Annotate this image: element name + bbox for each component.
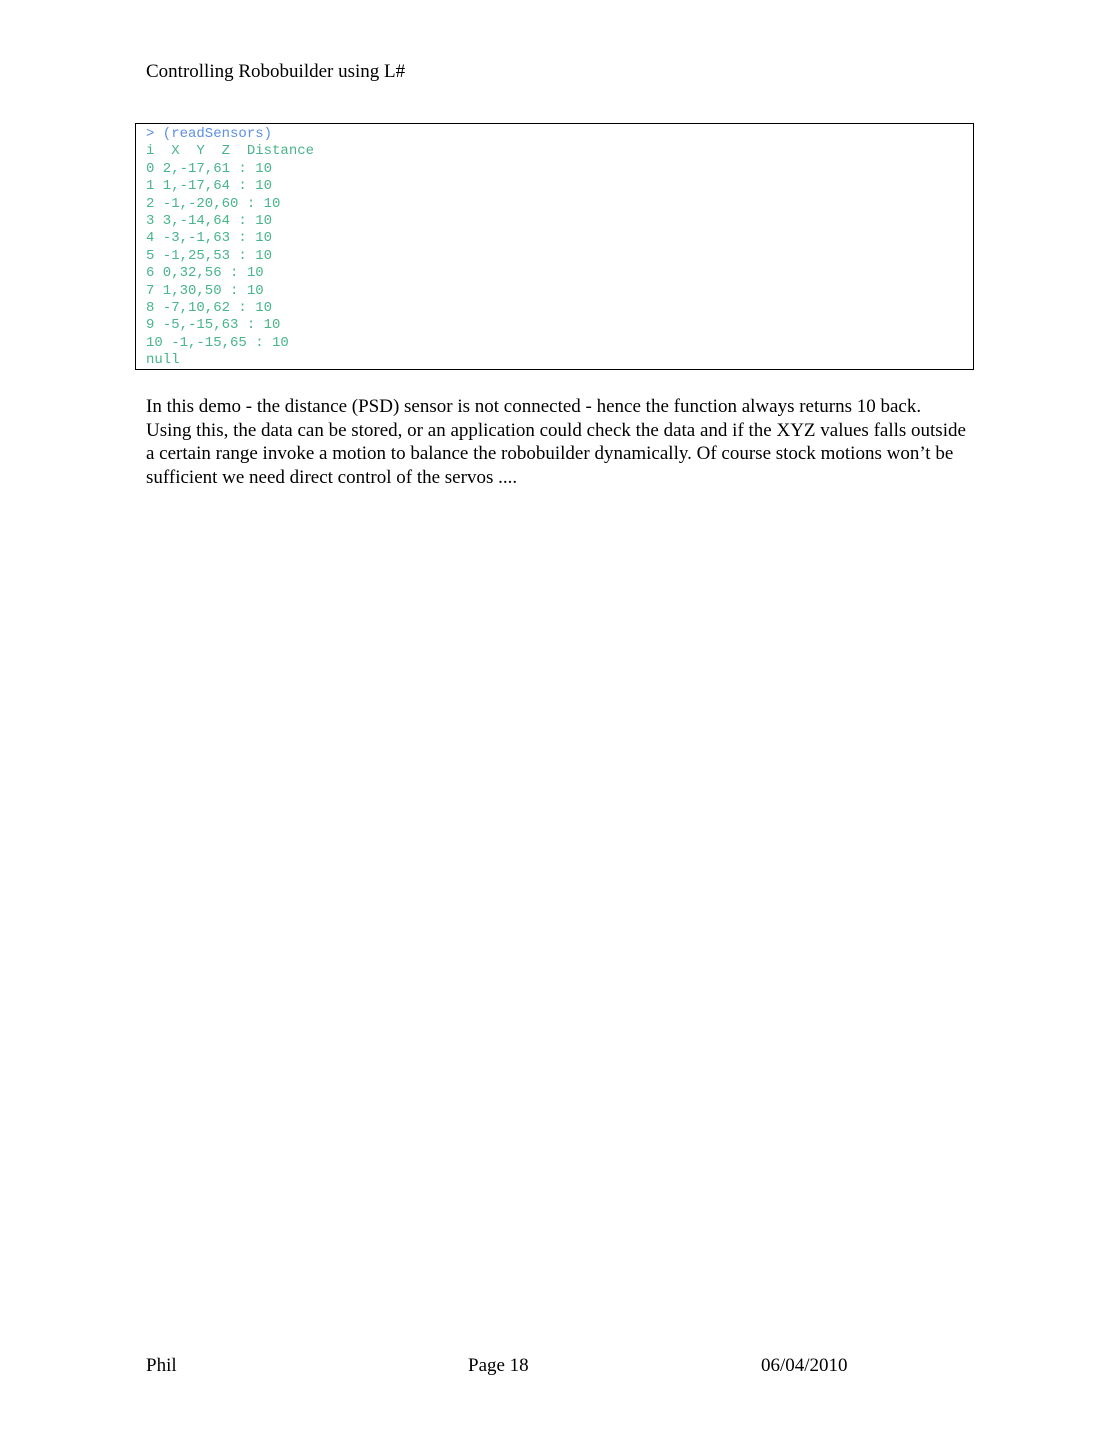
code-line: 10 -1,-15,65 : 10 <box>146 334 289 351</box>
code-line: 1 1,-17,64 : 10 <box>146 178 273 195</box>
code-line: 7 1,30,50 : 10 <box>146 282 264 299</box>
page-header-title: Controlling Robobuilder using L# <box>146 61 406 82</box>
body-paragraph: In this demo - the distance (PSD) sensor is not connected - hence the function always returns 10 back. Using this, the data can be stored, or an application could check the data and if the XYZ values falls outside a certain range invoke a motion to balance the robobuilder dynamically. Of course stock motions won’t be sufficient we need direct control of the servos .... <box>146 396 966 488</box>
code-line: > (readSensors) <box>146 126 273 142</box>
code-line: 8 -7,10,62 : 10 <box>146 299 273 316</box>
code-line: 4 -3,-1,63 : 10 <box>146 230 273 247</box>
code-line: 6 0,32,56 : 10 <box>146 265 264 282</box>
code-block <box>135 123 974 370</box>
footer-author: Phil <box>146 1355 177 1376</box>
code-line: 9 -5,-15,63 : 10 <box>146 317 281 334</box>
code-line: 5 -1,25,53 : 10 <box>146 247 273 264</box>
code-line: i X Y Z Distance <box>146 143 315 160</box>
footer-date: 06/04/2010 <box>761 1355 848 1376</box>
code-line: 0 2,-17,61 : 10 <box>146 160 273 177</box>
code-line: 2 -1,-20,60 : 10 <box>146 195 281 212</box>
code-line: null <box>146 352 180 369</box>
code-line: 3 3,-14,64 : 10 <box>146 212 273 229</box>
footer-page-number: Page 18 <box>468 1355 529 1376</box>
